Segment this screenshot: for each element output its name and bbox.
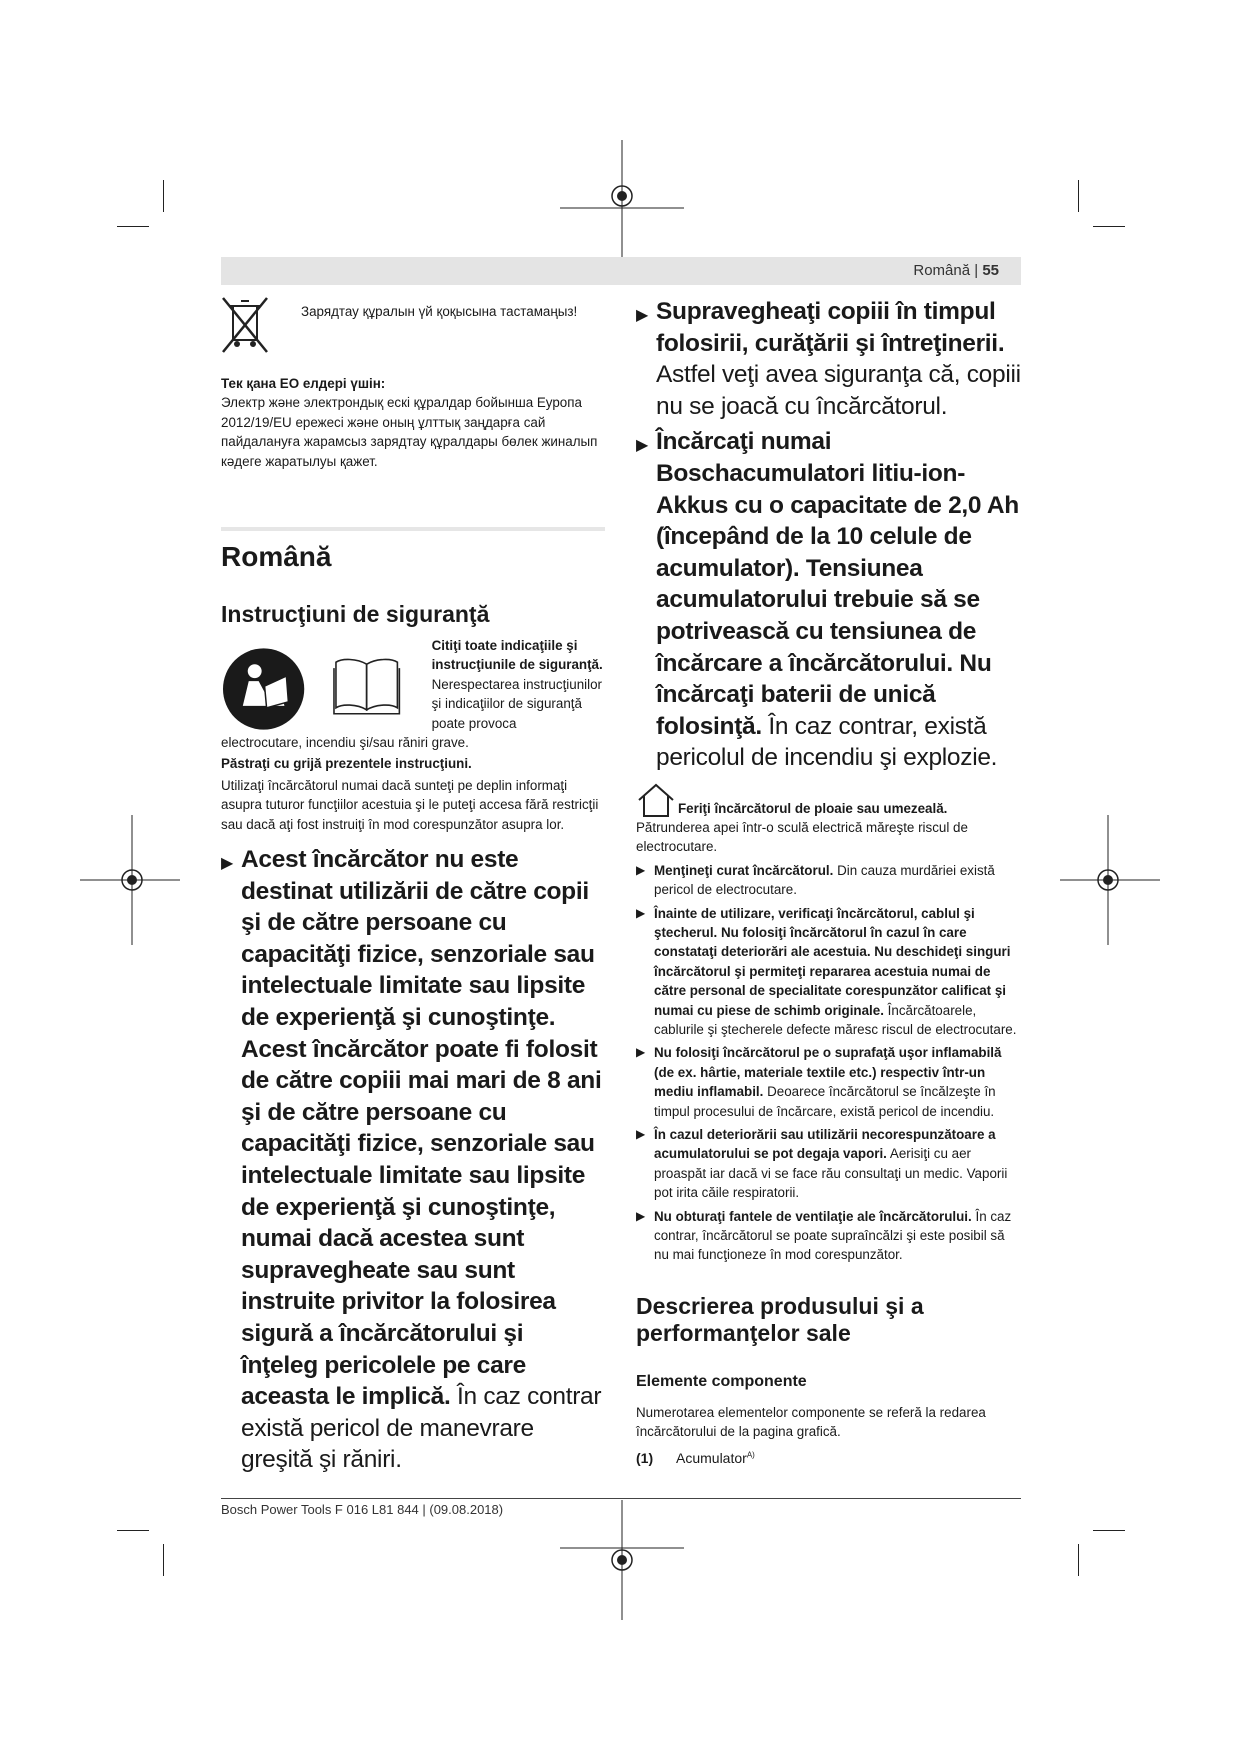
weee-text: Зарядтау құралын үй қоқысына тастамаңыз! xyxy=(301,304,578,319)
legend-label: Acumulator xyxy=(676,1449,747,1466)
footer-rule xyxy=(221,1498,1021,1499)
safety-item-bold: Menţineţi curat încărcătorul. xyxy=(654,862,834,878)
safety-item-bold: În cazul deteriorării sau utilizării necorespunzătoare a acumulatorului se pot degaja vapori. xyxy=(654,1127,996,1162)
weee-block xyxy=(221,296,605,356)
eu-heading: Тек қана ЕО елдері үшін: xyxy=(221,376,386,391)
crop-mark xyxy=(163,1544,164,1576)
crop-mark xyxy=(117,1530,149,1531)
page-header xyxy=(221,257,1021,285)
crop-mark xyxy=(1078,1544,1079,1576)
header-text: Română | 55 xyxy=(913,262,999,279)
language-title: Română xyxy=(221,541,332,573)
safety-item-normal: Din cauza murdăriei există pericol de electrocutare. xyxy=(654,862,995,898)
eu-text: Электр және электрондық ескі құралдар бойынша Еуропа 2012/19/EU ережесі және оның ұлттық заңдарға сай пайдалануға жарамсыз зарядтау құралдары бөлек жиналып кәдеге жаратылуы қажет. xyxy=(221,395,598,469)
charge-warning xyxy=(636,426,1022,774)
safety-item xyxy=(636,861,1022,900)
page-number: 55 xyxy=(982,262,999,279)
registration-mark-icon xyxy=(1060,815,1160,945)
indoor-use-icon xyxy=(636,782,676,818)
safety-item xyxy=(636,1043,1022,1121)
legend-footnote: A) xyxy=(746,1450,755,1459)
bullet-arrow-icon: ▶ xyxy=(636,1127,646,1141)
charge-normal: În caz contrar, există pericolul de incendiu şi explozie. xyxy=(656,712,998,772)
safety-item-normal: Încărcătoarele, cablurile şi ştecherele defecte măresc riscul de electrocutare. xyxy=(654,1002,1017,1037)
bullet-arrow-icon: ▶ xyxy=(636,905,646,920)
children-warning xyxy=(221,844,605,1476)
bullet-arrow-icon: ▶ xyxy=(636,862,646,877)
safety-item-bold: Înainte de utilizare, verificaţi încărcătorul, cablul şi ştecherul. Nu folosiţi încărcătorul în cazul în care constataţi deteriorări ale acestuia. Nu deschideţi singuri încărcătorul şi permiteţi repararea acestuia numai de către personal de specialitate corespunzător calificat şi numai cu piese de schimb originale. xyxy=(654,905,1011,1018)
safety-item xyxy=(636,1207,1022,1265)
crop-mark xyxy=(1093,1530,1125,1531)
crop-mark xyxy=(1093,226,1125,227)
use-text: Utilizaţi încărcătorul numai dacă sunteţi pe deplin informaţi asupra tuturor funcţiilor acestuia şi le puteţi accesa fără restricţii sau dacă aţi fost instruiţi în mod corespunzător asupra lor. xyxy=(221,777,599,832)
safety-item xyxy=(636,1125,1022,1203)
section-divider xyxy=(221,527,605,531)
read-bold: Citiţi toate indicaţiile şi instrucţiunile de siguranţă. xyxy=(431,638,603,673)
children-warning-normal: În caz contrar există pericol de manevrare greşită şi răniri. xyxy=(241,1383,602,1474)
crop-mark xyxy=(1078,180,1079,212)
safety-item xyxy=(636,904,1022,1040)
charge-bold: Încărcaţi numai Boschacumulatori litiu-ion-Akkus cu o capacitate de 2,0 Ah (începând de la 10 celule de acumulator). Tensiunea acumulatorului trebuie să se potrivească cu tensiunea de încărcare a încărcătorului. Nu încărcaţi baterii de unică folosinţă. xyxy=(656,428,1019,740)
safety-title: Instrucţiuni de siguranţă xyxy=(221,601,490,628)
description-title: Descrierea produsului şi a performanţelor sale xyxy=(636,1292,924,1346)
registration-mark-icon xyxy=(80,815,180,945)
supervise-warning xyxy=(636,296,1022,422)
read-normal-cont: electrocutare, incendiu şi/sau răniri grave. xyxy=(221,735,469,751)
header-language: Română xyxy=(913,262,971,279)
right-column xyxy=(636,296,1022,1466)
bullet-arrow-icon: ▶ xyxy=(636,307,649,324)
safety-item-normal: Deoarece încărcătorul se încălzeşte în timpul procesului de încărcare, există pericol de incendiu. xyxy=(654,1084,996,1119)
keep-instructions: Păstraţi cu grijă prezentele instrucţiuni. xyxy=(221,756,472,772)
read-normal: Nerespectarea instrucţiunilor şi indicaţiilor de siguranţă poate provoca xyxy=(431,676,603,731)
safety-item-bold: Nu obturaţi fantele de ventilaţie ale încărcătorului. xyxy=(654,1208,972,1224)
supervise-bold: Supravegheaţi copiii în timpul folosirii, curăţării şi întreţinerii. xyxy=(656,298,1005,357)
bullet-arrow-icon: ▶ xyxy=(636,1045,646,1060)
left-column xyxy=(221,296,605,1476)
components-title: Elemente componente xyxy=(636,1372,807,1390)
safety-item-normal: Aerisiţi cu aer proaspăt iar dacă vi se face rău consultaţi un medic. Vaporii pot irita căile respiratorii. xyxy=(654,1146,1008,1201)
safety-item-normal: În caz contrar, încărcătorul se poate supraîncălzi şi este posibil să nu mai funcţioneze în mod corespunzător. xyxy=(654,1208,1012,1263)
registration-mark-icon xyxy=(560,1500,684,1620)
crop-mark xyxy=(117,226,149,227)
read-manual-block xyxy=(221,636,605,733)
read-manual-icon xyxy=(221,646,306,732)
rain-block xyxy=(636,782,1022,818)
footer-text: Bosch Power Tools F 016 L81 844 | (09.08.2018) xyxy=(221,1502,504,1517)
supervise-normal: Astfel veţi avea siguranţa că, copiii nu se joacă cu încărcătorul. xyxy=(656,361,1021,420)
safety-item-bold: Nu folosiţi încărcătorul pe o suprafaţă uşor inflamabilă (de ex. hârtie, materiale textile etc.) respectiv într-un mediu inflamabil. xyxy=(654,1045,1002,1100)
children-warning-bold: Acest încărcător nu este destinat utilizării de către copii şi de către persoane cu capacităţi fizice, senzoriale sau intelectuale limitate sau lipsite de experienţă şi cunoştinţe. Acest încărcător poate fi folosit de către copiii mai mari de 8 ani şi de către persoane cu capacităţi fizice, senzoriale sau intelectuale limitate sau lipsite de experienţă şi cunoştinţe, numai dacă acestea sunt supravegheate sau sunt instruite privitor la folosirea sigură a încărcătorului şi înţeleg pericolele pe care aceasta le implică. xyxy=(241,846,602,1411)
crop-mark xyxy=(163,180,164,212)
registration-mark-icon xyxy=(560,140,684,260)
bullet-arrow-icon: ▶ xyxy=(636,437,649,455)
legend-number: (1) xyxy=(636,1449,654,1466)
rain-bold: Feriţi încărcătorul de ploaie sau umezeală. xyxy=(678,800,948,816)
bullet-arrow-icon: ▶ xyxy=(636,1208,646,1223)
components-text: Numerotarea elementelor componente se referă la redarea încărcătorului de la pagina grafică. xyxy=(636,1404,986,1440)
rain-normal: Pătrunderea apei într-o sculă electrică măreşte riscul de electrocutare. xyxy=(636,819,968,855)
legend-item xyxy=(636,1450,1022,1466)
read-instructions xyxy=(432,636,605,733)
bullet-arrow-icon: ▶ xyxy=(221,855,234,873)
book-icon xyxy=(332,656,401,716)
crossed-bin-icon xyxy=(221,296,271,356)
